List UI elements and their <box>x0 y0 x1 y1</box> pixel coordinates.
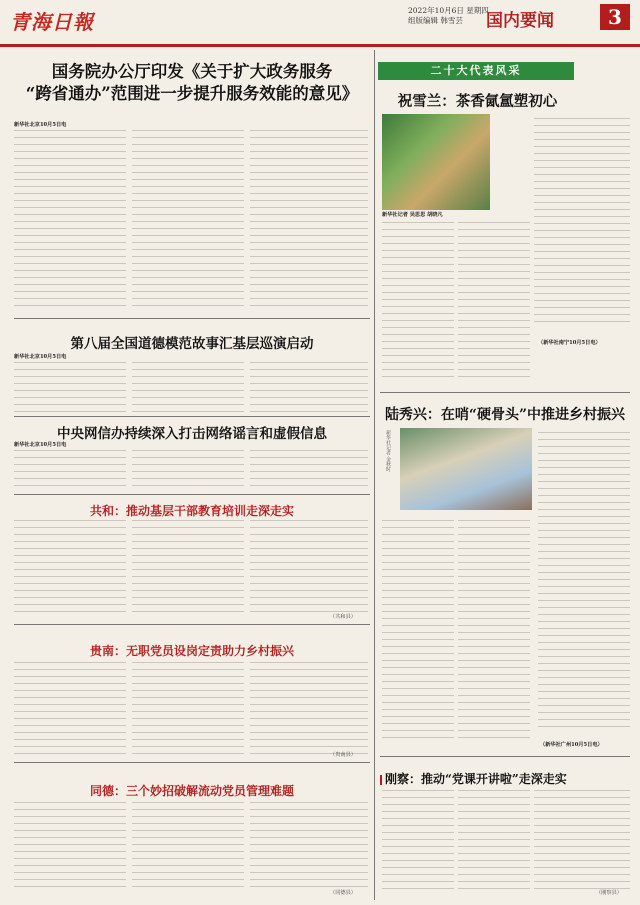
feature1-text-col1 <box>382 222 454 382</box>
lead-byline: 新华社北京10月5日电 <box>14 122 67 128</box>
editor-credit: 组版编辑 韩雪芸 <box>408 16 463 25</box>
feature1-text-col3 <box>534 118 630 328</box>
models-headline: 第八届全国道德模范故事汇基层巡演启动 <box>70 336 314 352</box>
grassroots-text-col1 <box>14 520 126 612</box>
feature-banner: 二十大代表风采 <box>378 62 574 80</box>
feature2-headline: 陆秀兴：在哨“硬骨头”中推进乡村振兴 <box>384 407 626 423</box>
lead-text-col1 <box>14 130 126 310</box>
grassroots-source: （共和县） <box>330 614 356 620</box>
newspaper-logo: 青海日報 <box>10 10 94 34</box>
issue-date: 2022年10月6日 星期四 <box>408 6 489 15</box>
gonghe-text-col1 <box>14 662 126 754</box>
section-title: 国内要闻 <box>486 11 554 31</box>
feature1-photo <box>382 114 490 210</box>
cyber-text-col2 <box>132 450 244 490</box>
feature1-text-col2 <box>458 222 530 382</box>
models-text-col2 <box>132 362 244 412</box>
feature2-text-col2 <box>458 520 530 740</box>
divider <box>14 416 370 417</box>
models-byline: 新华社北京10月5日电 <box>14 354 67 360</box>
feature2-photo <box>400 428 532 510</box>
lead-headline-line1: 国务院办公厅印发《关于扩大政务服务 <box>51 62 333 81</box>
dateline <box>408 6 489 26</box>
lead-headline-line2: “跨省通办”范围进一步提升服务效能的意见》 <box>25 84 359 103</box>
divider <box>14 494 370 495</box>
feature2-text-col1 <box>382 520 454 740</box>
cyber-text-col1 <box>14 450 126 490</box>
lead-text-col2 <box>132 130 244 310</box>
tongde-text-col2 <box>132 802 244 892</box>
column-divider <box>374 50 375 900</box>
feature1-credit: （新华社南宁10月5日电） <box>538 340 601 346</box>
gonghe-text-col3 <box>250 662 368 754</box>
tongde-text-col3 <box>250 802 368 892</box>
gangcha-text-col2 <box>458 790 530 890</box>
feature2-reporter: 新华社记者 金秋时 <box>385 430 391 472</box>
gonghe-source: （贵南县） <box>330 752 356 758</box>
lead-text-col3 <box>250 130 368 310</box>
models-text-col1 <box>14 362 126 412</box>
gonghe-text-col2 <box>132 662 244 754</box>
feature2-text-col3 <box>538 432 630 732</box>
models-text-col3 <box>250 362 368 412</box>
divider <box>14 762 370 763</box>
grassroots-headline: 共和：推动基层干部教育培训走深走实 <box>89 504 294 518</box>
divider <box>380 392 630 393</box>
gonghe-headline: 贵南：无职党员设岗定责助力乡村振兴 <box>89 644 294 658</box>
gangcha-text-col1 <box>382 790 454 890</box>
cyber-byline: 新华社北京10月5日电 <box>14 442 67 448</box>
gangcha-headline-text: 刚察：推动“党课开讲啦”走深走实 <box>385 772 567 786</box>
gangcha-headline <box>380 770 630 787</box>
gangcha-text-col3 <box>534 790 630 890</box>
page-number: 3 <box>600 4 630 30</box>
accent-bar <box>380 775 382 785</box>
divider <box>14 318 370 319</box>
divider <box>14 624 370 625</box>
feature2-credit: （新华社广州10月5日电） <box>540 742 603 748</box>
tongde-headline: 同德：三个妙招破解流动党员管理难题 <box>89 784 294 798</box>
feature1-reporter: 新华社记者 吴思思 胡晓凡 <box>382 212 443 218</box>
grassroots-text-col2 <box>132 520 244 612</box>
tongde-text-col1 <box>14 802 126 892</box>
cyber-headline: 中央网信办持续深入打击网络谣言和虚假信息 <box>57 426 327 442</box>
cyber-text-col3 <box>250 450 368 490</box>
divider <box>380 756 630 757</box>
grassroots-text-col3 <box>250 520 368 612</box>
feature1-headline: 祝雪兰：茶香氤氲塑初心 <box>397 93 558 110</box>
gangcha-source: （刚察县） <box>596 890 622 896</box>
tongde-source: （同德县） <box>330 890 356 896</box>
